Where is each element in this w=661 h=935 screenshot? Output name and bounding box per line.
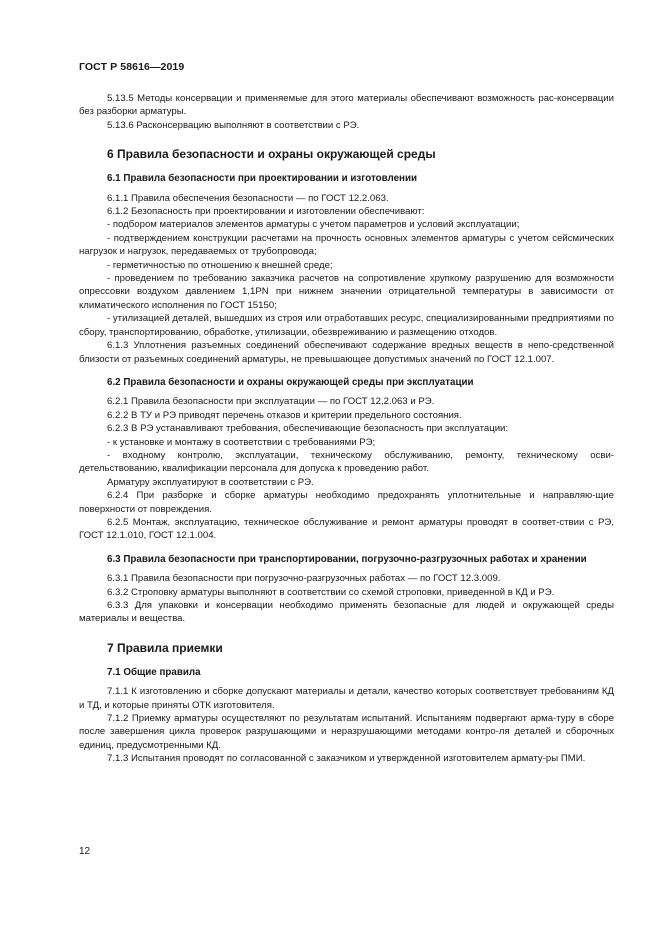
paragraph: 7.1.3 Испытания проводят по согласованной с заказчиком и утвержденной изготовителем армату-ры ПМИ. [107,753,586,765]
paragraph: Арматуру эксплуатируют в соответствии с РЭ. [107,476,314,488]
list-item: - входному контролю, эксплуатации, техническому обслуживанию, ремонту, техническому осви-детельствованию, квалификации персонала для допуска к проведению работ. [79,449,614,475]
paragraph: 7.1.2 Приемку арматуры осуществляют по результатам испытаний. Испытаниям подвергают арма-туру в сборе после завершения цикла проверок разрушающими и неразрушающими методами контро-ля деталей и сборочных единиц, предусмотренными КД. [79,713,614,751]
paragraph: 6.2.2 В ТУ и РЭ приводят перечень отказов и критерии предельного состояния. [107,409,462,421]
subsection-heading: 6.3 Правила безопасности при транспортировании, погрузочно-разгрузочных работах и хранении [107,553,587,565]
list-item: - к установке и монтажу в соответствии с требованиями РЭ; [107,436,376,448]
paragraph: 6.2.5 Монтаж, эксплуатацию, техническое обслуживание и ремонт арматуры проводят в соответ-ствии с РЭ, ГОСТ 12.1.010, ГОСТ 12.1.004. [79,516,614,542]
subsection-heading: 6.2 Правила безопасности и охраны окружающей среды при эксплуатации [107,376,474,388]
paragraph: 6.1.3 Уплотнения разъемных соединений обеспечивают содержание вредных веществ в непо-средственной близости от разъемных соединений арматуры, не превышающее допустимых значений по ГОСТ 12.1.007. [79,340,614,365]
paragraph: 6.2.1 Правила безопасности при эксплуатации — по ГОСТ 12,2.063 и РЭ. [107,396,435,408]
paragraph: 6.1.1 Правила обеспечения безопасности — по ГОСТ 12.2.063. [107,192,389,204]
paragraph: 6.3.2 Строповку арматуры выполняют в соответствии со схемой строповки, приведенной в КД и РЭ. [107,586,555,598]
paragraph: 6.1.2 Безопасность при проектировании и изготовлении обеспечивают: [107,206,425,218]
section-heading: 7 Правила приемки [107,640,223,655]
list-item: - подбором материалов элементов арматуры с учетом параметров и условий эксплуатации; [107,219,520,231]
document-body [79,92,614,766]
subsection-heading: 6.1 Правила безопасности при проектировании и изготовлении [107,173,418,185]
paragraph: 6.3.3 Для упаковки и консервации необходимо применять безопасные для людей и окружающей среды материалы и вещества. [79,600,614,625]
paragraph: 6.3.1 Правила безопасности при погрузочно-разгрузочных работах — по ГОСТ 12.3.009. [107,573,501,585]
list-item: - утилизацией деталей, вышедших из строя или отработавших ресурс, специализированными предприятиями по сбору, транспортированию, обработке, утилизации, обезвреживанию и размещению отходов. [79,313,614,338]
paragraph: 6.2.3 В РЭ устанавливают требования, обеспечивающие безопасность при эксплуатации: [107,423,509,435]
paragraph: 5.13.6 Расконсервацию выполняют в соответствии с РЭ. [107,119,360,131]
document-header: ГОСТ Р 58616—2019 [79,61,185,73]
paragraph: 5.13.5 Методы консервации и применяемые для этого материалы обеспечивают возможность рас-консервации без разборки арматуры. [79,93,614,118]
list-item: - подтверждением конструкции расчетами на прочность основных элементов арматуры с учетом сейсмических нагрузок и нагрузок, передаваемых от трубопровода; [79,232,614,258]
page-number: 12 [79,846,91,857]
list-item: - герметичностью по отношению к внешней среде; [107,259,333,271]
list-item: - проведением по требованию заказчика расчетов на сопротивление хрупкому разрушению для возможности опрессовки воздухом давлением 1,1PN при нижнем значении отрицательной температуры в зависимости от климатического исполнения по ГОСТ 15150; [79,273,614,311]
subsection-heading: 7.1 Общие правила [107,666,201,678]
section-heading: 6 Правила безопасности и охраны окружающей среды [107,147,436,162]
paragraph: 6.2.4 При разборке и сборке арматуры необходимо предохранять уплотнительные и направляю-щие поверхности от повреждения. [79,490,614,515]
paragraph: 7.1.1 К изготовлению и сборке допускают материалы и детали, качество которых соответствует требованиям КД и ТД, и которые приняты ОТК изготовителя. [79,686,614,711]
